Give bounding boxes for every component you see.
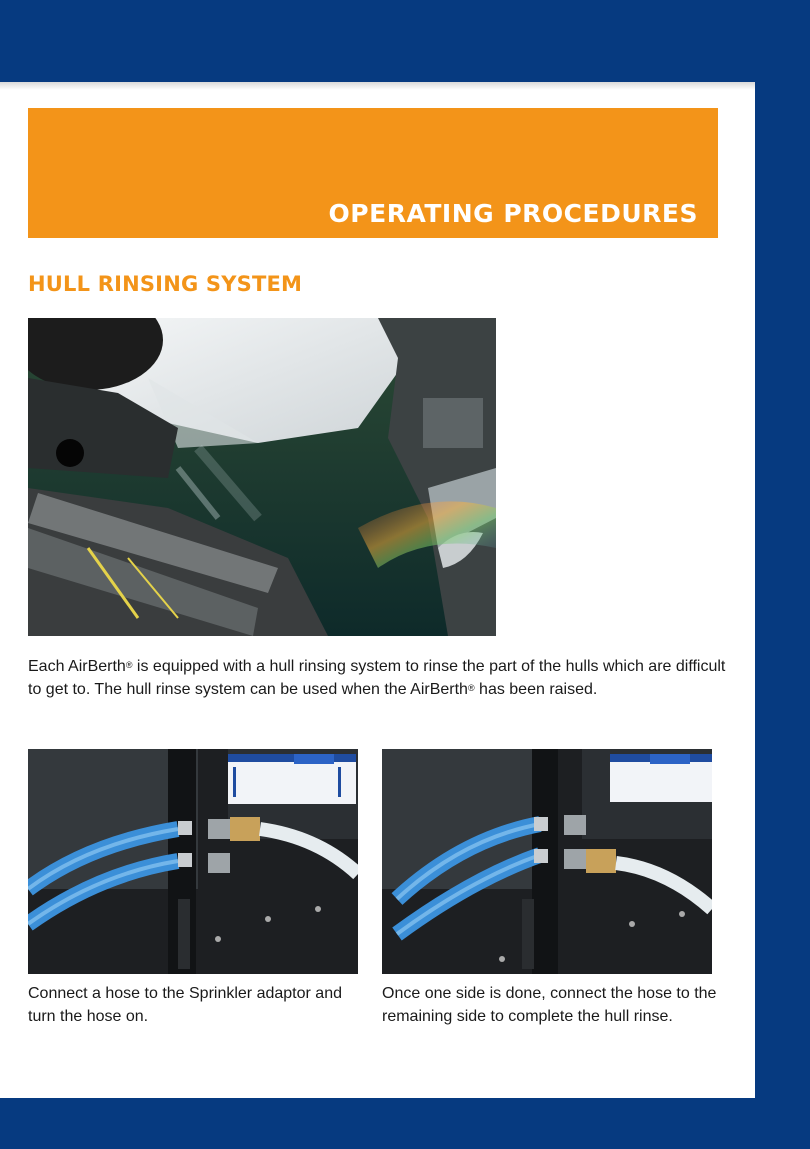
registered-mark: ®	[125, 660, 133, 670]
hull-rinse-photo	[28, 318, 496, 636]
step-1-photo	[28, 749, 358, 974]
page-shadow	[0, 82, 755, 90]
intro-text-3: has been raised.	[474, 680, 598, 698]
intro-text-1: Each AirBerth	[28, 658, 126, 675]
intro-paragraph	[28, 656, 728, 701]
bottom-band	[0, 1098, 810, 1149]
registered-mark: ®	[467, 682, 475, 693]
step-2-photo	[382, 749, 712, 974]
banner-title: OPERATING PROCEDURES	[328, 199, 698, 228]
section-heading: HULL RINSING SYSTEM	[28, 272, 303, 296]
section-banner	[28, 108, 718, 238]
step-1-caption: Connect a hose to the Sprinkler adaptor and turn the hose on.	[28, 985, 342, 1025]
intro-text-2: is equipped with a hull rinsing system to rinse the part of the hulls which are difficult to get to. The hull rinse system can be used when the AirBerth	[28, 658, 726, 698]
step-2-caption: Once one side is done, connect the hose to the remaining side to complete the hull rinse.	[382, 985, 717, 1025]
